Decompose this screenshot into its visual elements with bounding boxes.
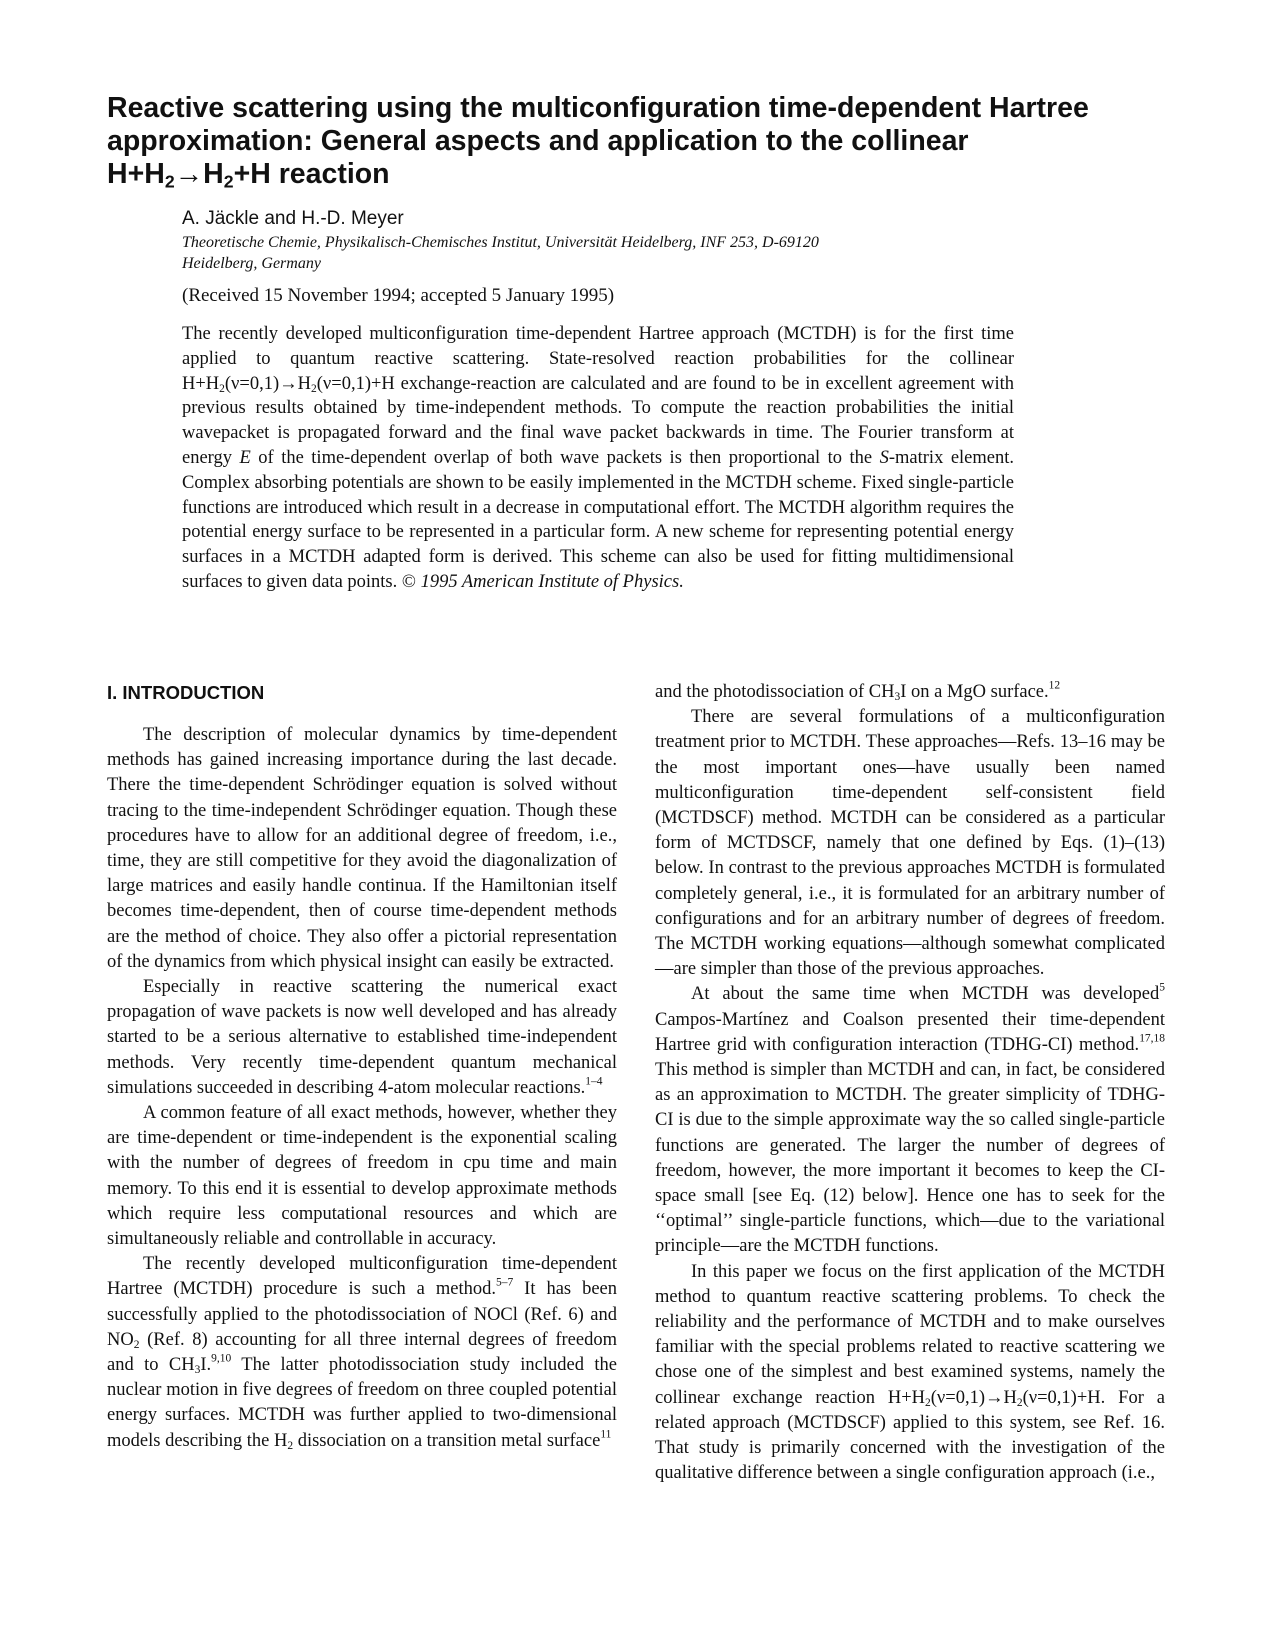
copyright: 1995 American Institute of Physics. xyxy=(420,571,684,592)
section-heading: I. INTRODUCTION xyxy=(107,682,265,703)
paragraph: There are several formulations of a multiconfiguration treatment prior to MCTDH. These approaches—Refs. 13–16 may be the most important ones—have usually been named multiconfiguration time-dependent self-consistent field (MCTDSCF) method. MCTDH can be considered as a particular form of MCTDSCF, namely that one defined by Eqs. (1)–(13) below. In contrast to the previous approaches MCTDH is formulated completely general, i.e., it is formulated for an arbitrary number of configurations and for an arbitrary number of degrees of freedom. The MCTDH working equations—although somewhat complicated—are simpler than those of the previous approaches. xyxy=(655,707,1165,980)
received-date: (Received 15 November 1994; accepted 5 January 1995) xyxy=(182,285,615,306)
paragraph: A common feature of all exact methods, however, whether they are time-dependent or time-independent is the exponential scaling with the number of degrees of freedom in cpu time and main memory. To this end it is essential to develop approximate methods which require less computational resources and which are simultaneously reliable and controllable in accuracy. xyxy=(107,1103,617,1250)
title-line-2: approximation: General aspects and application to the collinear xyxy=(107,125,969,157)
paragraph: At about the same time when MCTDH was developed$^5$ Campos-Martínez and Coalson presented their time-dependent Hartree grid with configuration interaction (TDHG-CI) method.$^{17,18}$ This method is simpler than MCTDH and can, in fact, be considered as an approximation to MCTDH. The greater simplicity of TDHG-CI is due to the simple approximate way the so called single-particle functions are generated. The larger the number of degrees of freedom, however, the more important it becomes to keep the CI-space small [see Eq. (12) below]. Hence one has to seek for the ‘‘optimal’’ single-particle functions, which—due to the variational principle—are the MCTDH functions. xyxy=(655,981,1165,1257)
affiliation: Theoretische Chemie, Physikalisch-Chemisches Institut, Universität Heidelberg, INF 253, D-69120 Heidelberg, Germany xyxy=(182,234,819,272)
paragraph: Especially in reactive scattering the numerical exact propagation of wave packets is now well developed and has already started to be a serious alternative to established time-independent methods. Very recently time-dependent quantum mechanical simulations succeeded in describing 4-atom molecular reactions.$^{1-4}$ xyxy=(107,977,617,1098)
paragraph: In this paper we focus on the first application of the MCTDH method to quantum reactive scattering problems. To check the reliability and the performance of MCTDH and to make ourselves familiar with the special problems related to reactive scattering we chose one of the simplest and best examined systems, namely the collinear exchange reaction $H+H_2(\nu=0,1)\to H_2(\nu=0,1)+H$. For a related approach (MCTDSCF) applied to this system, see Ref. 16. That study is primarily concerned with the investigation of the qualitative difference between a single configuration approach (i.e., xyxy=(655,1261,1165,1484)
authors: A. Jäckle and H.-D. Meyer xyxy=(182,208,404,229)
paragraph: The recently developed multiconfiguration time-dependent Hartree (MCTDH) procedure is such a method.$^{5-7}$ It has been successfully applied to the photodissociation of NOCl (Ref. 6) and $NO_2$ (Ref. 8) accounting for all three internal degrees of freedom and to $CH_3I.^{9,10}$ The latter photodissociation study included the nuclear motion in five degrees of freedom on three coupled potential energy surfaces. MCTDH was further applied to two-dimensional models describing the $H_2$ dissociation on a transition metal surface$^{11}$ xyxy=(107,1254,617,1452)
right-column xyxy=(655,680,1165,1487)
paper-title xyxy=(107,92,1187,191)
left-column xyxy=(107,723,617,1454)
title-line-3: $H+H_2\to H_2+H$ reaction xyxy=(107,158,390,192)
paragraph: and the photodissociation of $CH_3I$ on a MgO surface.$^{12}$ xyxy=(655,679,1061,703)
paragraph: The description of molecular dynamics by time-dependent methods has gained increasing importance during the last decade. There the time-dependent Schrödinger equation is solved without tracing to the time-independent Schrödinger equation. Though these procedures have to allow for an additional degree of freedom, i.e., time, they are still competitive for they avoid the diagonalization of large matrices and easily handle continua. If the Hamiltonian itself becomes time-dependent, then of course time-dependent methods are the method of choice. They also offer a pictorial representation of the dynamics from which physical insight can easily be extracted. xyxy=(107,725,617,972)
abstract: The recently developed multiconfiguration time-dependent Hartree approach (MCTDH) is for the first time applied to quantum reactive scattering. State-resolved reaction probabilities for the collinear $H+H_2(\nu=0,1)\to H_2(\nu=0,1)+H$ exchange-reaction are calculated and are found to be in excellent agreement with previous results obtained by time-independent methods. To compute the reaction probabilities the initial wavepacket is propagated forward and the final wave packet backwards in time. The Fourier transform at energy E of the time-dependent overlap of both wave packets is then proportional to the S-matrix element. Complex absorbing potentials are shown to be easily implemented in the MCTDH scheme. Fixed single-particle functions are introduced which result in a decrease in computational effort. The MCTDH algorithm requires the potential energy surface to be represented in a particular form. A new scheme for representing potential energy surfaces in a MCTDH adapted form is derived. This scheme can also be used for fitting multidimensional surfaces to given data points. © 1995 American Institute of Physics. xyxy=(182,324,1014,592)
title-line-1: Reactive scattering using the multiconfiguration time-dependent Hartree xyxy=(107,92,1089,124)
